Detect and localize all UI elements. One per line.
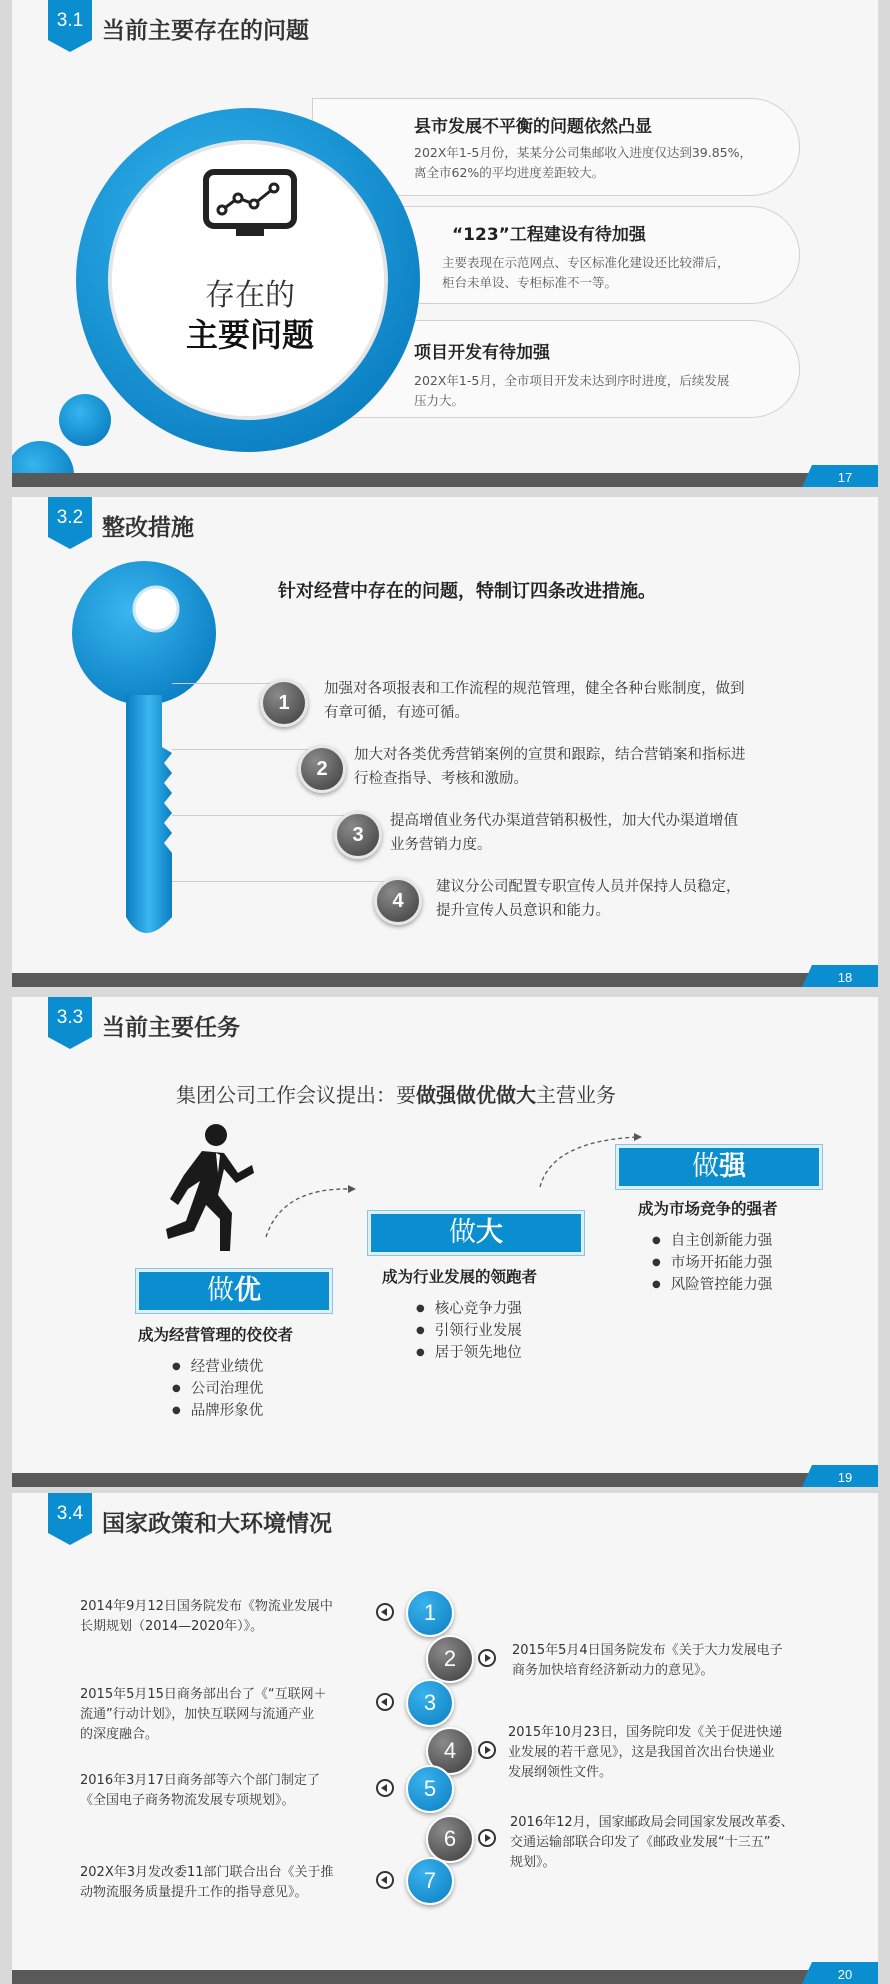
task-stronger-subtitle: 成为市场竞争的强者 xyxy=(638,1200,778,1218)
problem-1-text-2: 离全市62%的平均进度差距较大。 xyxy=(414,165,605,180)
event-3-line-3: 的深度融合。 xyxy=(80,1727,159,1742)
arrow-left-icon xyxy=(376,1779,394,1797)
event-3-line-1: 2015年5月15日商务部出台了《“互联网＋ xyxy=(80,1687,327,1702)
running-man-icon xyxy=(158,1121,254,1261)
footer-bar xyxy=(12,1970,878,1984)
list-item: ● 核心竞争力强 xyxy=(416,1299,522,1321)
event-4-badge: 4 xyxy=(426,1727,474,1775)
task-box-stronger-b: 强 xyxy=(719,1151,746,1182)
problem-1-title: 县市发展不平衡的问题依然凸显 xyxy=(414,117,652,137)
step-4-line-2: 提升宣传人员意识和能力。 xyxy=(436,903,610,919)
step-4-line-1: 建议分公司配置专职宣传人员并保持人员稳定， xyxy=(436,879,741,895)
problem-3-text-1: 202X年1-5月，全市项目开发未达到序时进度，后续发展 xyxy=(414,373,730,388)
footer-bar xyxy=(12,973,878,987)
step-1-line-2: 有章可循，有迹可循。 xyxy=(324,705,469,721)
tasks-lead-bold: 做强做优做大 xyxy=(416,1083,536,1107)
step-1-badge: 1 xyxy=(260,679,308,727)
event-5-line-2: 《全国电子商务物流发展专项规划》。 xyxy=(80,1793,295,1808)
problem-3-title: 项目开发有待加强 xyxy=(414,343,550,363)
arrow-left-icon xyxy=(376,1693,394,1711)
step-2-badge: 2 xyxy=(298,745,346,793)
arrow-right-icon xyxy=(478,1829,496,1847)
task-box-excel-a: 做 xyxy=(207,1275,234,1306)
problem-3-text-2: 压力大。 xyxy=(414,393,465,408)
task-bigger-list xyxy=(416,1299,522,1365)
tasks-lead-tail: 主营业务 xyxy=(536,1083,616,1107)
footer-bar xyxy=(12,473,878,487)
event-6-line-3: 规划》。 xyxy=(510,1855,556,1870)
page-number: 17 xyxy=(837,470,853,485)
event-7-line-2: 动物流服务质量提升工作的指导意见》。 xyxy=(80,1885,308,1900)
section-number: 3.2 xyxy=(56,507,84,528)
problem-1-text-1: 202X年1-5月份，某某分公司集邮收入进度仅达到39.85%， xyxy=(414,145,753,160)
event-2-line-2: 商务加快培育经济新动力的意见》。 xyxy=(512,1663,714,1678)
section-number: 3.4 xyxy=(56,1503,84,1524)
event-1-line-2: 长期规划（2014—2020年）》。 xyxy=(80,1619,264,1634)
step-line xyxy=(172,683,282,684)
list-item: ● 市场开拓能力强 xyxy=(652,1253,772,1275)
task-bigger-subtitle: 成为行业发展的领跑者 xyxy=(382,1268,538,1286)
arrow-left-icon xyxy=(376,1871,394,1889)
list-item: ● 公司治理优 xyxy=(172,1379,263,1401)
step-line xyxy=(172,749,322,750)
problem-2-text-1: 主要表现在示范网点、专区标准化建设还比较滞后， xyxy=(442,255,730,270)
measures-heading: 针对经营中存在的问题，特制订四条改进措施。 xyxy=(278,581,656,602)
task-box-bigger-a: 做 xyxy=(449,1217,476,1248)
event-5-badge: 5 xyxy=(406,1765,454,1813)
arrow-left-icon xyxy=(376,1603,394,1621)
page-number: 18 xyxy=(837,970,853,985)
list-item: ● 风险管控能力强 xyxy=(652,1275,772,1297)
event-1-badge: 1 xyxy=(406,1589,454,1637)
slide-title: 当前主要存在的问题 xyxy=(102,18,309,44)
event-7-badge: 7 xyxy=(406,1857,454,1905)
slide-problems xyxy=(12,0,878,487)
section-number: 3.3 xyxy=(56,1007,84,1028)
page-number: 20 xyxy=(837,1967,853,1982)
list-item: ● 自主创新能力强 xyxy=(652,1231,772,1253)
event-6-badge: 6 xyxy=(426,1815,474,1863)
event-2-line-1: 2015年5月4日国务院发布《关于大力发展电子 xyxy=(512,1643,783,1658)
step-3-line-1: 提高增值业务代办渠道营销积极性，加大代办渠道增值 xyxy=(390,813,738,829)
event-3-badge: 3 xyxy=(406,1679,454,1727)
list-item: ● 居于领先地位 xyxy=(416,1343,522,1365)
event-4-line-3: 发展纲领性文件。 xyxy=(508,1765,613,1780)
event-3-line-2: 流通”行动计划》，加快互联网与流通产业 xyxy=(80,1707,315,1722)
task-stronger-list xyxy=(652,1231,772,1297)
tasks-lead-normal: 集团公司工作会议提出：要 xyxy=(176,1083,416,1107)
event-7-line-1: 202X年3月发改委11部门联合出台《关于推 xyxy=(80,1865,334,1880)
event-6-line-1: 2016年12月，国家邮政局会同国家发展改革委、 xyxy=(510,1815,794,1830)
problem-2-text-2: 柜台未单设、专柜标准不一等。 xyxy=(442,275,618,290)
task-box-excel xyxy=(136,1269,332,1313)
task-excel-list xyxy=(172,1357,263,1423)
problem-2-title: “123”工程建设有待加强 xyxy=(452,225,646,245)
step-4-badge: 4 xyxy=(374,877,422,925)
task-box-bigger-b: 大 xyxy=(476,1217,503,1248)
step-line xyxy=(172,815,362,816)
step-2-line-2: 行检查指导、考核和激励。 xyxy=(354,771,528,787)
event-1-line-1: 2014年9月12日国务院发布《物流业发展中 xyxy=(80,1599,333,1614)
step-1-line-1: 加强对各项报表和工作流程的规范管理，健全各种台账制度，做到 xyxy=(324,681,745,697)
slide-tasks xyxy=(12,997,878,1487)
list-item: ● 品牌形象优 xyxy=(172,1401,263,1423)
task-box-stronger-a: 做 xyxy=(692,1151,719,1182)
step-3-badge: 3 xyxy=(334,811,382,859)
task-excel-subtitle: 成为经营管理的佼佼者 xyxy=(138,1326,294,1344)
list-item: ● 引领行业发展 xyxy=(416,1321,522,1343)
event-6-line-2: 交通运输部联合印发了《邮政业发展“十三五” xyxy=(510,1835,771,1850)
footer-bar xyxy=(12,1473,878,1487)
step-2-line-1: 加大对各类优秀营销案例的宣贯和跟踪，结合营销案和指标进 xyxy=(354,747,746,763)
monitor-chart-icon xyxy=(202,168,298,240)
task-box-bigger xyxy=(368,1211,584,1255)
section-number: 3.1 xyxy=(56,10,84,31)
event-4-line-1: 2015年10月23日，国务院印发《关于促进快递 xyxy=(508,1725,783,1740)
arrow-right-icon xyxy=(478,1649,496,1667)
list-item: ● 经营业绩优 xyxy=(172,1357,263,1379)
slide-measures xyxy=(12,497,878,987)
step-line xyxy=(172,881,402,882)
arrow-right-icon xyxy=(478,1741,496,1759)
slide-policy xyxy=(12,1493,878,1984)
tasks-lead xyxy=(176,1079,616,1108)
key-icon xyxy=(68,557,218,957)
task-box-stronger xyxy=(616,1145,822,1189)
slide-title: 整改措施 xyxy=(102,515,194,541)
center-label-top: 存在的 xyxy=(205,278,295,313)
slide-title: 当前主要任务 xyxy=(102,1015,240,1041)
event-5-line-1: 2016年3月17日商务部等六个部门制定了 xyxy=(80,1773,320,1788)
step-3-line-2: 业务营销力度。 xyxy=(390,837,492,853)
center-label-bottom: 主要问题 xyxy=(185,316,314,354)
event-4-line-2: 业发展的若干意见》，这是我国首次出台快递业 xyxy=(508,1745,775,1760)
task-box-excel-b: 优 xyxy=(234,1275,261,1306)
page-number: 19 xyxy=(837,1470,853,1485)
event-2-badge: 2 xyxy=(426,1635,474,1683)
slide-title: 国家政策和大环境情况 xyxy=(102,1511,332,1537)
